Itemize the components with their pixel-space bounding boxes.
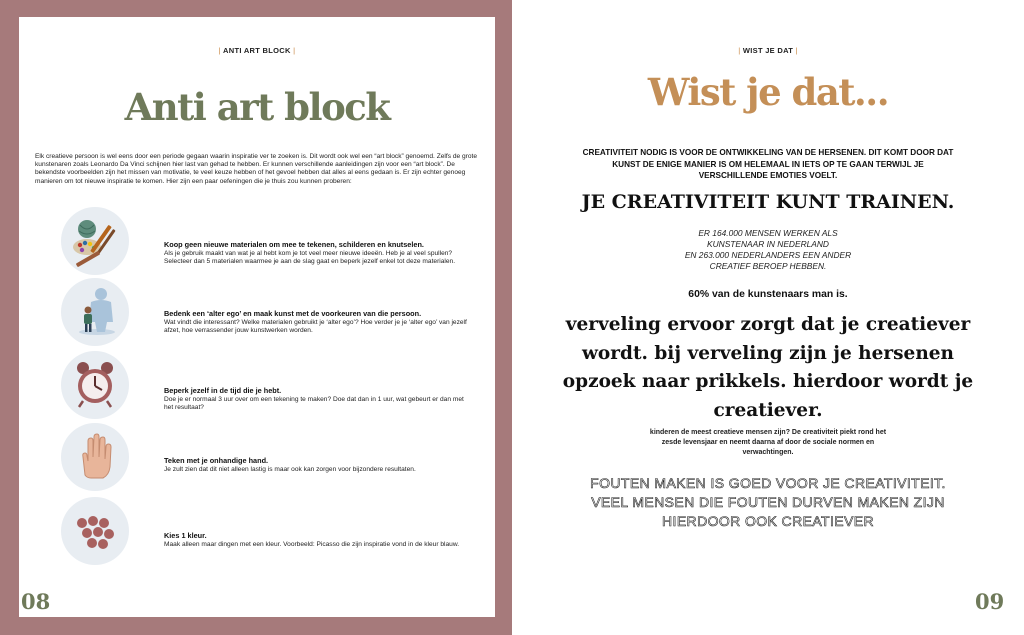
alter-ego-icon [61, 278, 129, 346]
left-page-title: Anti art block [124, 85, 390, 129]
tip-body: Als je gebruik maakt van wat je al hebt kom je tot veel meer nieuwe ideeën. Heb je al veel spullen? Selecteer dan 5 materialen waarmee je aan de slag gaat en beperk jezelf enkel tot deze materialen. [164, 249, 456, 265]
right-section-label-text: WIST JE DAT [742, 46, 794, 55]
tip-text [164, 241, 474, 266]
right-page-title: Wist je dat... [647, 70, 889, 114]
tip-item [61, 497, 471, 567]
label-bar: | [795, 46, 798, 55]
stat-line: CREATIEF BEROEP HEBBEN. [709, 261, 827, 271]
left-section-label [19, 46, 495, 55]
hand-icon [61, 423, 129, 491]
fact-boredom: verveling ervoor zorgt dat je creatiever wordt. bij verveling zijn je hersenen opzoek naar prikkels. hierdoor wordt je creatiever. [562, 314, 974, 421]
tip-title: Bedenk een ‘alter ego’ en maak kunst met de voorkeuren van die persoon. [164, 309, 422, 318]
stat-line: EN 263.000 NEDERLANDERS EEN ANDER [684, 250, 852, 260]
tip-text [164, 387, 474, 412]
label-bar: | [293, 46, 296, 55]
outline-line: VEEL MENSEN DIE FOUTEN DURVEN MAKEN ZIJN [591, 494, 945, 510]
alarm-clock-icon [61, 351, 129, 419]
outline-line: HIERDOOR OOK CREATIEVER [662, 513, 874, 529]
fact-children: kinderen de meest creatieve mensen zijn? De creativiteit piekt rond het zesde levensjaar en neemt daarna af door de sociale normen en verwachtingen. [649, 429, 887, 456]
tip-body: Je zult zien dat dit niet alleen lastig is maar ook kan zorgen voor bijzondere resultaten. [164, 465, 416, 473]
fact-statistics [608, 228, 928, 272]
tip-title: Beperk jezelf in de tijd die je hebt. [164, 386, 282, 395]
page-number-left: 08 [21, 589, 51, 614]
tip-body: Doe je er normaal 3 uur over om een tekening te maken? Doe dat dan in 1 uur, wat gebeurt er dan met het resultaat? [164, 395, 464, 411]
fact-headline: JE CREATIVITEIT KUNT TRAINEN. [581, 191, 955, 213]
tip-text [164, 532, 474, 549]
label-bar: | [218, 46, 221, 55]
stat-line: ER 164.000 MENSEN WERKEN ALS [698, 228, 838, 238]
fact-percentage: 60% van de kunstenaars man is. [688, 289, 848, 300]
label-bar: | [738, 46, 741, 55]
tip-text [164, 310, 474, 335]
art-supplies-icon [61, 207, 129, 275]
right-section-label [512, 46, 1024, 55]
tip-body: Wat vindt die interessant? Welke materialen gebruikt je ‘alter ego’? Hoe verder je je ‘alter ego’ van jezelf afzet, hoe verrassender jouw kunstwerken worden. [164, 318, 467, 334]
right-page [512, 0, 1024, 635]
tip-item [61, 423, 471, 493]
tip-item [61, 351, 471, 421]
intro-paragraph: Elk creatieve persoon is wel eens door een periode gegaan waarin inspiratie ver te zoeken is. Dit wordt ook wel een “art block” genoemd. Zelfs de grote kunstenaren zoals Leonardo Da Vinci schijnen hier last van gehad te hebben. Er kunnen verschillende aanleidingen zijn voor een “art block”. De bekendste voorbeelden zijn het missen van motivatie, te veel keuze hebben of het gevoel hebben dat alles al eens gedaan is. Er zijn echter genoeg manieren om tot nieuwe inspiratie te komen. Hier zijn een paar oefeningen die je thuis zou kunnen proberen: [35, 153, 478, 185]
tip-title: Teken met je onhandige hand. [164, 456, 269, 465]
outline-line: FOUTEN MAKEN IS GOED VOOR JE CREATIVITEIT. [590, 475, 946, 491]
fact-mistakes [552, 474, 984, 531]
tip-text [164, 457, 474, 474]
tip-title: Koop geen nieuwe materialen om mee te tekenen, schilderen en knutselen. [164, 240, 424, 249]
color-dots-icon [61, 497, 129, 565]
fact-brain-development: CREATIVITEIT NODIG IS VOOR DE ONTWIKKELING VAN DE HERSENEN. DIT KOMT DOOR DAT KUNST DE ENIGE MANIER IS OM HELEMAAL IN IETS OP TE GAAN TERWIJL JE VERSCHILLENDE EMOTIES VOELT. [582, 148, 954, 180]
page-number-right: 09 [975, 589, 1005, 614]
left-section-label-text: ANTI ART BLOCK [223, 46, 291, 55]
tip-item [61, 207, 471, 277]
stat-line: KUNSTENAAR IN NEDERLAND [707, 239, 829, 249]
tip-body: Maak alleen maar dingen met een kleur. Voorbeeld: Picasso die zijn inspiratie vond in de kleur blauw. [164, 540, 460, 548]
tip-title: Kies 1 kleur. [164, 531, 207, 540]
left-page [19, 17, 495, 617]
tip-item [61, 278, 471, 348]
